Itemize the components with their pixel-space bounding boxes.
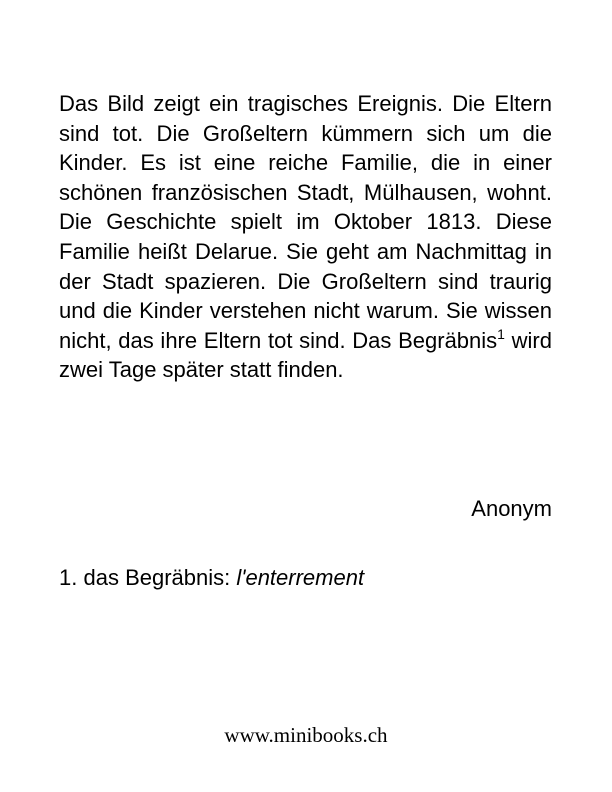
footnote-reference: 1	[497, 325, 505, 342]
footnote-term: das Begräbnis:	[83, 565, 231, 590]
story-paragraph	[59, 89, 552, 385]
author-signature: Anonym	[471, 496, 552, 521]
story-text-end: wird zwei Tage später statt finden.	[59, 327, 552, 383]
footer-website: www.minibooks.ch	[224, 723, 388, 747]
story-text: Das Bild zeigt ein tragisches Ereignis. Die Eltern sind tot. Die Großeltern kümmern sich um die Kinder. Es ist eine reiche Familie, die in einer schönen französischen Stadt, Mülhausen, wohnt. Die Geschichte spielt im Oktober 1813. Diese Familie heißt Delarue. Sie geht am Nachmittag in der Stadt spazieren. Die Großeltern sind traurig und die Kinder verstehen nicht warum. Sie wissen nicht, das ihre Eltern tot sind. Das Begräbnis	[59, 91, 552, 353]
footnote-number: 1.	[59, 565, 78, 590]
footnote-translation: l'enterrement	[236, 565, 365, 590]
footnote	[59, 563, 364, 592]
